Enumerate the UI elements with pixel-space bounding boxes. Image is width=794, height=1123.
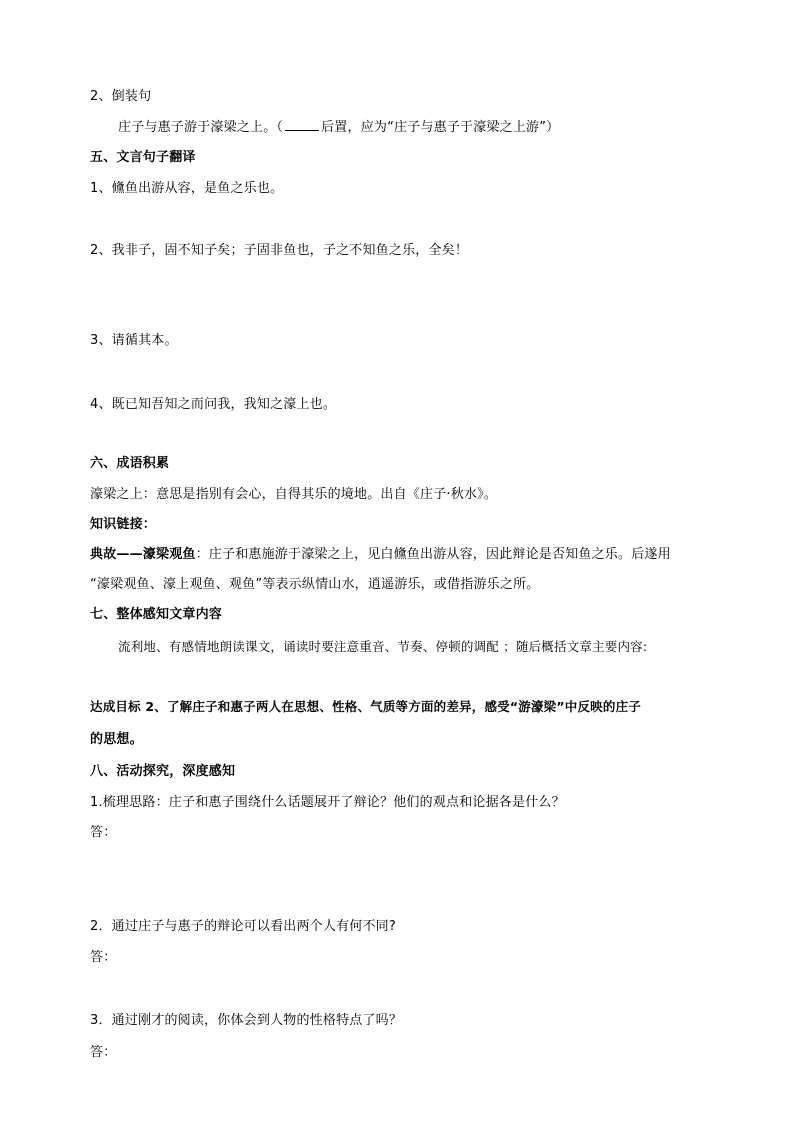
answer-label-1: 答： bbox=[90, 825, 117, 840]
objective-2-line-2: 的思想。 bbox=[90, 732, 143, 747]
question-3: 3．通过刚才的阅读，你体会到人物的性格特点了吗？ bbox=[90, 1013, 403, 1028]
allusion-line-2: “濠梁观鱼、濠上观鱼、观鱼”等表示纵情山水，逍遥游乐，或借指游乐之所。 bbox=[90, 577, 540, 592]
section-6-heading: 六、成语积累 bbox=[90, 456, 170, 471]
objective-2-line-1: 达成目标 2、了解庄子和惠子两人在思想、性格、气质等方面的差异，感受“游濠梁”中反映的庄子 bbox=[90, 699, 641, 714]
allusion-text: ：庄子和惠施游于濠梁之上，见白儵鱼出游从容，因此辩论是否知鱼之乐。后遂用 bbox=[195, 547, 671, 562]
translation-item-4: 4、既已知吾知之而问我，我知之濠上也。 bbox=[90, 397, 337, 412]
translation-item-1: 1、儵鱼出游从容，是鱼之乐也。 bbox=[90, 181, 284, 196]
inverted-sentence-example bbox=[118, 118, 559, 137]
question-2: 2．通过庄子与惠子的辩论可以看出两个人有何不同? bbox=[90, 919, 396, 934]
example-note: 后置，应为“庄子与惠子于濠梁之上游”） bbox=[321, 120, 560, 135]
section-7-heading: 七、整体感知文章内容 bbox=[90, 607, 223, 622]
knowledge-link-heading: 知识链接： bbox=[90, 517, 157, 532]
allusion-line-1 bbox=[90, 546, 671, 564]
answer-label-3: 答： bbox=[90, 1045, 117, 1060]
answer-label-2: 答： bbox=[90, 950, 117, 965]
translation-item-2: 2、我非子，固不知子矣；子固非鱼也，子之不知鱼之乐，全矣！ bbox=[90, 243, 469, 258]
idiom-definition: 濠梁之上：意思是指别有会心，自得其乐的境地。出自《庄子·秋水》。 bbox=[90, 487, 498, 502]
section-5-heading: 五、文言句子翻译 bbox=[90, 150, 196, 165]
section-2-heading: 2、倒装句 bbox=[90, 89, 152, 104]
translation-item-3: 3、请循其本。 bbox=[90, 333, 178, 348]
example-text: 庄子与惠子游于濠梁之上。（ bbox=[118, 120, 284, 135]
fill-blank[interactable] bbox=[285, 118, 319, 131]
section-8-heading: 八、活动探究，深度感知 bbox=[90, 764, 236, 779]
allusion-title: 典故——濠梁观鱼 bbox=[90, 547, 196, 562]
question-1: 1.梳理思路：庄子和惠子围绕什么话题展开了辩论？他们的观点和论据各是什么？ bbox=[90, 795, 565, 810]
reading-instruction: 流利地、有感情地朗读课文，诵读时要注意重音、节奏、停顿的调配 ；随后概括文章主要内容: bbox=[118, 639, 648, 654]
